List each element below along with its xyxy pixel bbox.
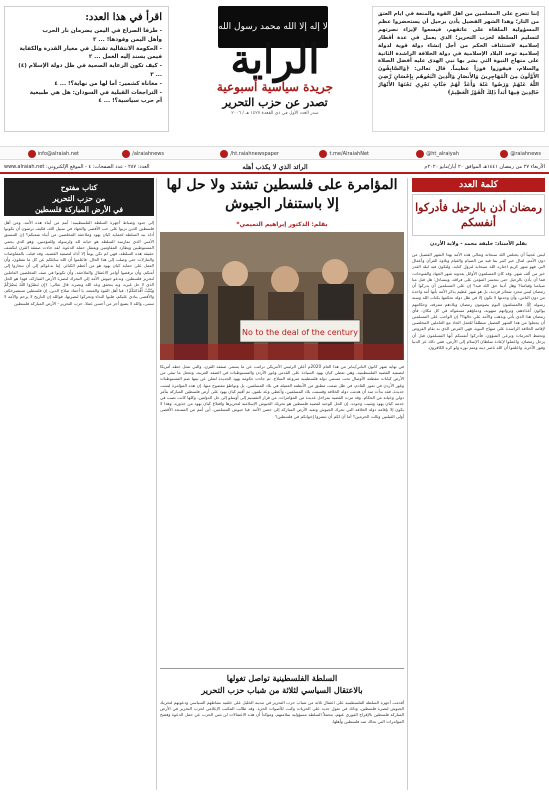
open-letter-title-1: كتاب مفتوح bbox=[60, 183, 98, 192]
column-divider bbox=[156, 178, 157, 790]
protest-sign-text: No to the deal of the century bbox=[242, 328, 358, 337]
social-link-email[interactable]: info@alraiah.net bbox=[28, 149, 79, 159]
social-link-twitter[interactable]: @raiahnews bbox=[500, 149, 541, 159]
column-divider bbox=[407, 178, 408, 790]
editorial-author: بقلم الأستاذ: خليفة محمد - ولاية الأردن bbox=[430, 241, 527, 247]
open-letter-title-2: من حزب التحرير bbox=[52, 194, 106, 203]
lead-photo bbox=[160, 232, 404, 360]
issue-contents-item: أم حرب سياسية؟! ... ٤ bbox=[98, 98, 162, 105]
facebook-icon bbox=[220, 150, 228, 158]
feature-body: أقدمت أجهزة السلطة الفلسطينية على اعتقال ثلاثة من شباب حزب التحرير في مدينة الخليل على خلفية نشاطهم السياسي ودعوتهم لتحريك الجيوش لنصرة فلسطين، وذلك في تغول جديد على الحريات وكبت للأصوات الحرة. وقد طالب المكتب الإعلامي لحزب التحرير في الأرض المباركة فلسطين بالإفراج الفوري عنهم، محملاً السلطة مسؤولية سلامتهم، ومؤكداً أن هذه الاعتقالات لن تثني الحزب عن حمل الدعوة وفضح المؤامرات التي تحاك ضد فلسطين وأهلها. bbox=[160, 700, 404, 724]
social-link-instagram[interactable]: @ht_alraiyah bbox=[416, 149, 459, 159]
protest-photo-illustration bbox=[160, 232, 404, 360]
issue-contents-box bbox=[4, 6, 169, 132]
feature-headline-line-1: السلطة الفلسطينية تواصل تغولها bbox=[226, 673, 338, 683]
lead-author: بقلم: الدكتور إبراهيم التميمي* bbox=[236, 221, 328, 228]
issue-contents-item: وأهل اليمن وقودها! ... ٢ bbox=[93, 36, 162, 43]
social-link-youtube[interactable]: /alraiahnews bbox=[122, 149, 164, 159]
instagram-icon bbox=[416, 150, 424, 158]
link-icon bbox=[319, 150, 327, 158]
editorial-title: رمضان أذن بالرحيل فأدركوا أنفسكم bbox=[412, 194, 545, 236]
social-link-facebook[interactable]: /ht.raiahnewspaper bbox=[220, 149, 279, 159]
masthead bbox=[0, 0, 549, 142]
slogan: الرائد الذي لا يكذب أهله bbox=[242, 163, 308, 171]
social-link-telegram[interactable]: t.me/AlraiahNet bbox=[319, 149, 369, 159]
feature-headline bbox=[160, 668, 404, 698]
social-links-bar bbox=[0, 146, 549, 160]
issue-contents-title: اقرأ في هذا العدد: bbox=[85, 12, 162, 23]
mail-icon bbox=[28, 150, 36, 158]
lead-body: في نهاية شهر كانون الثاني/يناير من هذا العام 2020م أعلن الرئيس الأمريكي ترامب عن ما يسمى صفقة القرن، والتي تمثل خطة أمريكا لتصفية القضية الفلسطينية، وهي تعطي كيان يهود السيادة على القدس وغور الأردن والمستوطنات في الضفة الغربية، وتجعل ما تبقى من الأرض كيانات مقطعة الأوصال تحت مسمى دولة فلسطينية منزوعة السلاح. ثم جاءت حكومة يهود الجديدة لتعلن عن نيتها ضم المستوطنات وغور الأردن في تموز القادم، في ظل صمت مطبق من الأنظمة العميلة في بلاد المسلمين، بل وتواطؤ مفضوح منها. إن هذه المؤامرة ليست جديدة، فقد بدأت منذ أن هدمت دولة الخلافة وقسمت بلاد المسلمين، وأعطي وعد بلفور، ثم أقيم كيان يهود على أرض فلسطين المباركة بتآمر دولي وخيانة من الحكام. وقد مرت القضية بمراحل عديدة من المؤامرات، من قرار التقسيم إلى أوسلو إلى حل الدولتين، وكلها كانت تصب في خدمة كيان يهود وتثبيت وجوده. إن الحل الوحيد لقضية فلسطين هو تحريك الجيوش الإسلامية لتحريرها واقتلاع كيان يهود من جذوره، وهذا لا يكون إلا بإقامة دولة الخلافة التي تحرك الجيوش وتعيد الأرض المباركة إلى حضن الأمة. فيا جيوش المسلمين، أين أنتم من المسجد الأقصى أولى القبلتين وثالث الحرمين؟ أما آن لكم أن تنصروا إخوانكم في فلسطين؟ bbox=[160, 364, 404, 419]
appeal-box bbox=[372, 6, 545, 132]
newspaper-issuer: تصدر عن حزب التحرير bbox=[222, 96, 328, 109]
issue-contents-item: - طرفا الصراع في اليمن يضرمان نار الحرب bbox=[42, 28, 162, 34]
issue-contents-item: - كيف تكون الرعاية الصحية في ظل دولة الإسلام (٤) ... ٣ bbox=[18, 63, 162, 78]
issue-contents-item: - التراجعات القبلية في السودان: هل هي طبيعية bbox=[29, 89, 162, 96]
open-letter-title-3: في الأرض المباركة فلسطين bbox=[34, 205, 124, 214]
open-letter-body: إلى جنود وضباط أجهزة السلطة الفلسطينية: أنتم من أبناء هذه الأمة، ومن أهل فلسطين الذين تربوا على حب الأقصى والجهاد في سبيل الله، فكيف ترضون أن تكونوا أداة بيد السلطة لحماية كيان يهود وملاحقة المخلصين من أبناء شعبكم؟ إن التنسيق الأمني الذي تمارسه السلطة هو خيانة لله ولرسوله وللمؤمنين، وهو الذي يحمي المستوطنين ويطارد المقاومين ويعتقل حملة الدعوة. لقد جاءت صفقة القرن لتكشف حقيقة هذه السلطة، فهي لم تكن يوماً إلا أداة لتصفية القضية، وقد قبلت بالمفاوضات والتنازلات حتى وصلت إلى هذا الحال. فاعلموا أن الله سائلكم عن كل ما تفعلون، وأن العمل على حماية كيان يهود هو من أعظم الكبائر. إننا ندعوكم إلى أن تنحازوا إلى أمتكم، وأن ترفضوا أوامر الاعتقال والملاحقة، وأن تكونوا في صف المخلصين العاملين لتحرير فلسطين. وندعو جيوش الأمة إلى التحرك لنصرة الأرض المباركة، فهذا هو الحل الذي لا حل غيره، وبه يتحقق وعد الله ونصره. قال تعالى: ﴿إِن تَنصُرُوا اللَّهَ يَنصُرْكُمْ وَيُثَبِّتْ أَقْدَامَكُمْ﴾. فيا أهل القوة والمنعة، يا أحفاد صلاح الدين، إن فلسطين تستصرخكم، والأقصى ينادي عليكم، فلبوا النداء وتحركوا لنصرتها، فوالله إن التاريخ لا يرحم والأمة لا تنسى، والله لا يضيع أجر من أحسن عملا. حزب التحرير - الأرض المباركة فلسطين bbox=[4, 220, 154, 306]
twitter-icon bbox=[500, 150, 508, 158]
flag-text: لا إله إلا الله محمد رسول الله bbox=[218, 22, 328, 32]
issue-contents-list bbox=[11, 27, 162, 106]
lead-headline: المؤامرة على فلسطين تشتد ولا حل لها إلا باستنفار الجيوش bbox=[166, 177, 398, 212]
newspaper-name: الراية bbox=[230, 36, 320, 83]
issue-number: العدد: ٢٨٧ - عدد الصفحات: ٤ - الموقع الإلكتروني: www.alraiah.net bbox=[4, 164, 150, 170]
play-icon bbox=[122, 150, 130, 158]
issue-contents-item: - معاناة كشمير: أما لها من نهاية؟! ... ٤ bbox=[54, 80, 162, 87]
appeal-text: إننا نتعرج على المسلمين من أهل القوة والمنعة في أيام العتق من النار؛ وهذا الشهر الفضيل يأذن برحيل أن يستحضروا عظم المسؤولية الملقاة على عاتقهم، فيسعوا لإيزاء نصرتهم لتسليم السلطة لحزب التحرير؛ الذي يعمل في عدة أقطار إسلامية لاستئناف الحكم من أجل إنشاء دولة قوية لدولة إسلامية توحد البلاد الإسلامية في دولة الخلافة الراشدة الثانية على منهاج النبوة التي بشر بها نبي الهدى عليه أفضل الصلاة والسلام، فيفوزوا فوزاً عظيماً. قال تعالى: ﴿وَالسَّابِقُونَ الأَوَّلُونَ مِنَ الْمُهَاجِرِينَ وَالأَنصَارِ وَالَّذِينَ اتَّبَعُوهُم بِإِحْسَانٍ رَّضِيَ اللَّهُ عَنْهُمْ وَرَضُوا عَنْهُ وَأَعَدَّ لَهُمْ جَنَّاتٍ تَجْرِي تَحْتَهَا الأَنْهَارُ خَالِدِينَ فِيهَا أَبَداً ذَلِكَ الْفَوْزُ الْعَظِيمُ﴾ bbox=[378, 11, 539, 97]
date-bar bbox=[0, 162, 549, 174]
feature-headline-line-2: بالاعتقال السياسي لثلاثة من شباب حزب التحرير bbox=[201, 685, 363, 695]
issue-date: الأربعاء ٢٧ من رمضان ١٤٤١هـ الموافق ٢٠ أيار/مايو ٢٠٢٠م bbox=[424, 164, 545, 170]
issue-contents-item: فيمن يسند إليه العمل ... ٢ bbox=[88, 54, 162, 61]
issue-contents-item: - الحكومة الانتقالية تفشل في معيار القدرة والكفاية bbox=[19, 45, 162, 52]
editorial-section-label: كلمة العدد bbox=[412, 178, 545, 192]
editorial-body: ليس عجيباً أن يختلس الله سبحانه وتعالى هذه الأمة بهذا الشهر الفضيل من دون الأمم، لتنال خير كثير بما فيه من الصيام والقيام وتلاوة القرآن وأعمال البر، فهو شهر كريم اختاره الله سبحانه لنزول كتابه، ولتكون فيه ليلة القدر خير من ألف شهر. وقد كان المسلمون الأوائل يعدونه شهر الجهاد والفتوحات، فما أن يأذن بالرحيل حتى يتحسر المؤمن على فراقه، ويتساءل: هل قبل منا صيامنا وقيامنا؟ وهل أدينا حق الله فيه؟ إن على المسلمين أن يدركوا أن رمضان ليس مجرد شعائر فردية، بل هو شهر عظيم يذكر الأمة بأنها أمة واحدة من دون الناس، وأن وحدتها لا تكون إلا في ظل دولة تحكمها بكتاب الله وسنة رسوله ﷺ. فالمسلمون اليوم يصومون رمضان وبلادهم ممزقة، وحكامهم يوالون أعداءهم، وثرواتهم منهوبة، ودماؤهم مسفوكة في كل مكان. فأي رمضان هذا الذي يأتي ويذهب والأمة على حالها؟! إن الواجب على المسلمين أن يجعلوا من هذا الشهر الفضيل منطلقاً للعمل الجاد مع العاملين المخلصين لإقامة الخلافة الراشدة على منهاج النبوة، فهي الفرض الذي به تقام الفروض وتحفظ الحرمات وترعى الشؤون. فأدركوا أنفسكم أيها المسلمون قبل أن يرحل رمضان، واعملوا لإعادة سلطان الإسلام إلى الأرض، ففي ذلك عز الدنيا وفوز الآخرة، واعلموا أن الله ناصر دينه ومتم نوره ولو كره الكافرون. bbox=[412, 252, 545, 351]
open-letter-box bbox=[4, 178, 154, 216]
newspaper-founded: صدر العدد الأول في ذي القعدة ١٤٢٧ هـ / ٢٠٠٦ bbox=[231, 111, 319, 116]
newspaper-subtitle: جريدة سياسية أسبوعية bbox=[216, 80, 334, 94]
